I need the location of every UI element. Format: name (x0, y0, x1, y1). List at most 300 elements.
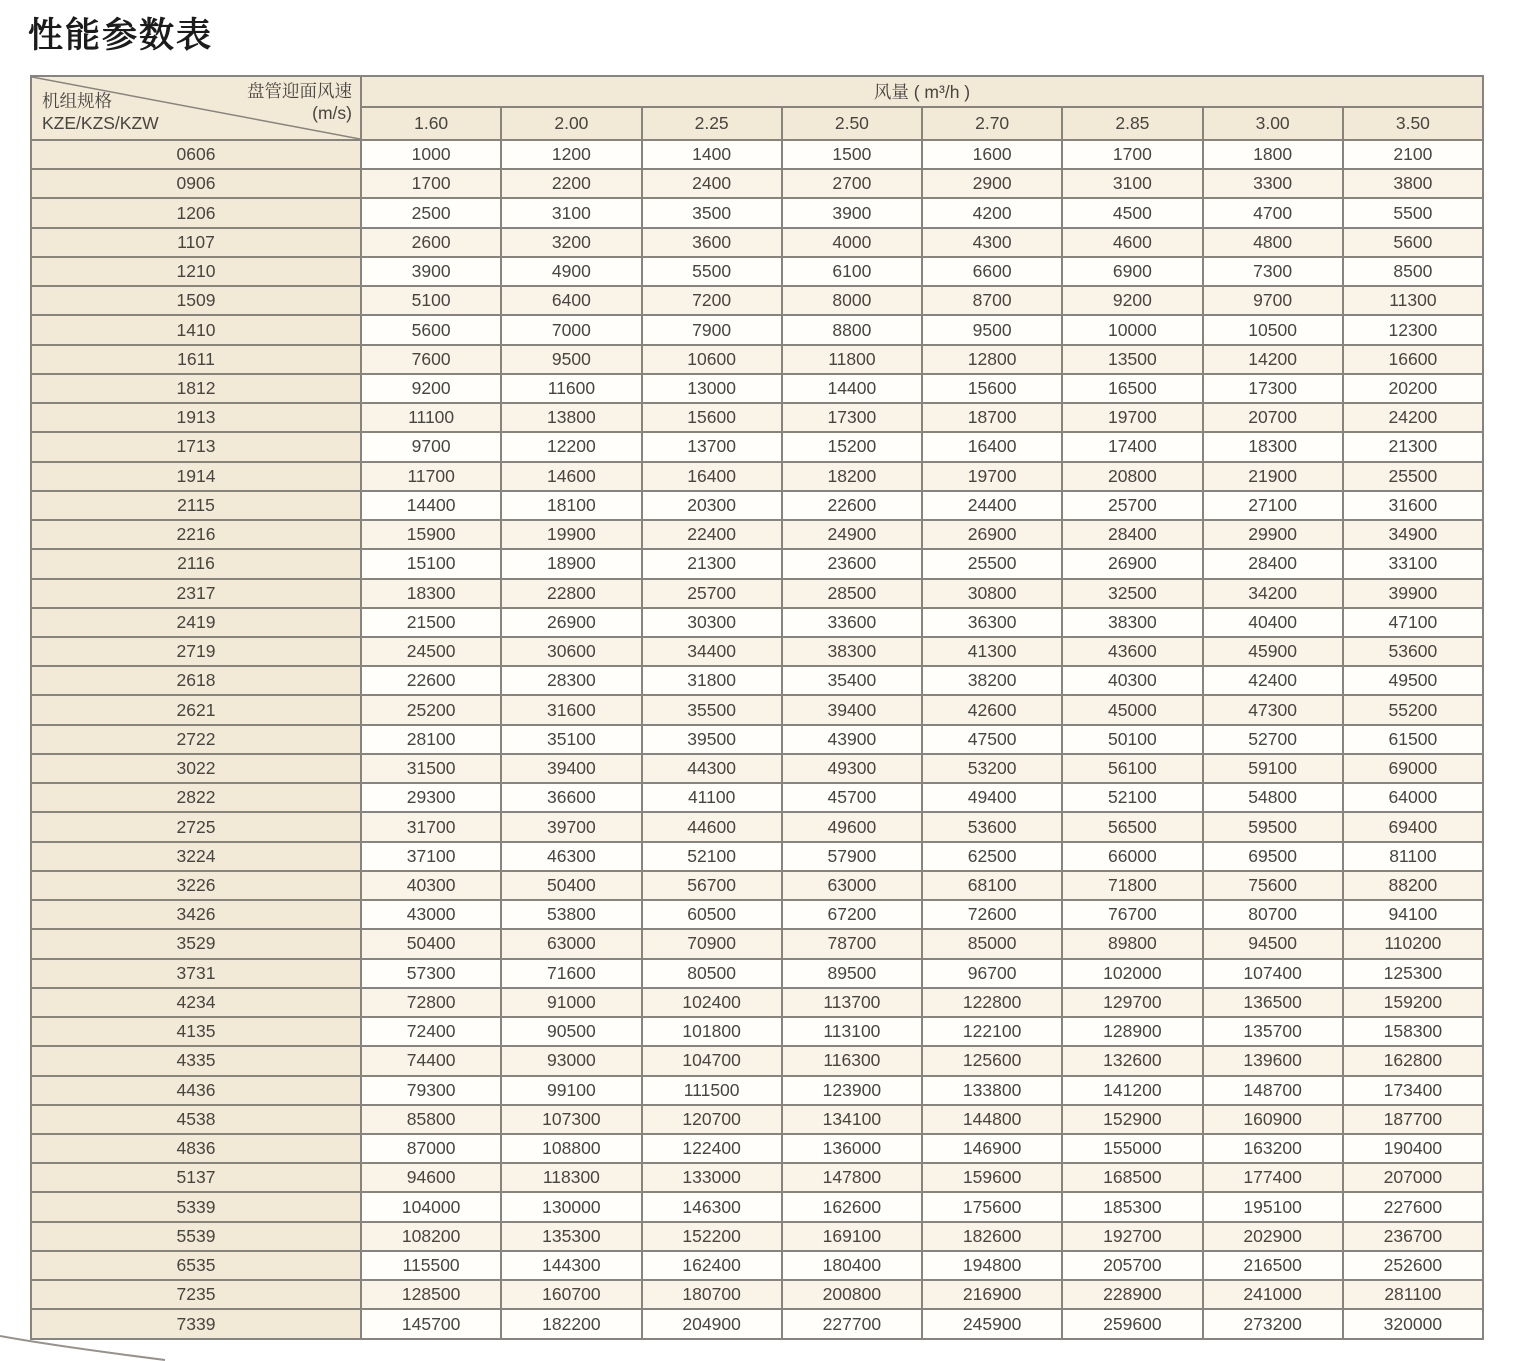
airflow-value-cell: 1700 (1062, 140, 1202, 169)
airflow-value-cell: 5100 (361, 286, 501, 315)
airflow-value-cell: 7300 (1203, 257, 1343, 286)
airflow-value-cell: 10500 (1203, 315, 1343, 344)
airflow-value-cell: 20200 (1343, 374, 1483, 403)
airflow-value-cell: 135700 (1203, 1017, 1343, 1046)
airflow-value-cell: 122400 (642, 1134, 782, 1163)
airflow-value-cell: 39500 (642, 725, 782, 754)
airflow-value-cell: 15600 (642, 403, 782, 432)
corner-header-cell (31, 76, 361, 140)
airflow-value-cell: 228900 (1062, 1280, 1202, 1309)
airflow-value-cell: 1400 (642, 140, 782, 169)
table-row (31, 1280, 1483, 1309)
speed-header-cell: 3.50 (1343, 107, 1483, 140)
airflow-value-cell: 7000 (501, 315, 641, 344)
table-body (31, 140, 1483, 1339)
airflow-value-cell: 134100 (782, 1105, 922, 1134)
table-row (31, 579, 1483, 608)
airflow-value-cell: 11100 (361, 403, 501, 432)
airflow-value-cell: 39400 (782, 695, 922, 724)
airflow-value-cell: 56100 (1062, 754, 1202, 783)
airflow-value-cell: 182600 (922, 1222, 1062, 1251)
airflow-header-row (31, 76, 1483, 107)
speed-header-cell: 2.00 (501, 107, 641, 140)
model-cell: 5137 (31, 1163, 361, 1192)
airflow-value-cell: 9500 (501, 345, 641, 374)
table-row (31, 783, 1483, 812)
airflow-value-cell: 13700 (642, 432, 782, 461)
airflow-value-cell: 32500 (1062, 579, 1202, 608)
airflow-value-cell: 122100 (922, 1017, 1062, 1046)
model-cell: 2621 (31, 695, 361, 724)
airflow-value-cell: 15900 (361, 520, 501, 549)
speed-header-cell: 2.85 (1062, 107, 1202, 140)
airflow-value-cell: 31500 (361, 754, 501, 783)
airflow-value-cell: 41100 (642, 783, 782, 812)
airflow-value-cell: 22600 (782, 491, 922, 520)
airflow-value-cell: 78700 (782, 929, 922, 958)
airflow-value-cell: 132600 (1062, 1046, 1202, 1075)
airflow-value-cell: 9200 (361, 374, 501, 403)
airflow-value-cell: 53800 (501, 900, 641, 929)
airflow-value-cell: 35400 (782, 666, 922, 695)
airflow-value-cell: 7200 (642, 286, 782, 315)
model-cell: 4538 (31, 1105, 361, 1134)
airflow-value-cell: 160900 (1203, 1105, 1343, 1134)
airflow-value-cell: 72600 (922, 900, 1062, 929)
airflow-value-cell: 158300 (1343, 1017, 1483, 1046)
model-cell: 2419 (31, 608, 361, 637)
airflow-value-cell: 62500 (922, 842, 1062, 871)
airflow-value-cell: 144300 (501, 1251, 641, 1280)
airflow-value-cell: 66000 (1062, 842, 1202, 871)
airflow-value-cell: 4900 (501, 257, 641, 286)
airflow-value-cell: 53600 (1343, 637, 1483, 666)
airflow-value-cell: 216900 (922, 1280, 1062, 1309)
airflow-value-cell: 43900 (782, 725, 922, 754)
airflow-value-cell: 49300 (782, 754, 922, 783)
airflow-value-cell: 53600 (922, 812, 1062, 841)
table-row (31, 988, 1483, 1017)
airflow-value-cell: 59100 (1203, 754, 1343, 783)
airflow-value-cell: 52700 (1203, 725, 1343, 754)
airflow-value-cell: 113700 (782, 988, 922, 1017)
airflow-value-cell: 11700 (361, 462, 501, 491)
airflow-value-cell: 38300 (1062, 608, 1202, 637)
airflow-value-cell: 89500 (782, 959, 922, 988)
airflow-value-cell: 104000 (361, 1192, 501, 1221)
airflow-value-cell: 13000 (642, 374, 782, 403)
airflow-value-cell: 125600 (922, 1046, 1062, 1075)
model-cell: 4436 (31, 1076, 361, 1105)
airflow-value-cell: 146900 (922, 1134, 1062, 1163)
airflow-value-cell: 27100 (1203, 491, 1343, 520)
table-row (31, 812, 1483, 841)
model-cell: 1914 (31, 462, 361, 491)
airflow-value-cell: 15100 (361, 549, 501, 578)
airflow-value-cell: 195100 (1203, 1192, 1343, 1221)
airflow-value-cell: 69500 (1203, 842, 1343, 871)
airflow-value-cell: 14400 (361, 491, 501, 520)
table-row (31, 257, 1483, 286)
airflow-value-cell: 163200 (1203, 1134, 1343, 1163)
airflow-value-cell: 173400 (1343, 1076, 1483, 1105)
airflow-value-cell: 90500 (501, 1017, 641, 1046)
airflow-value-cell: 17300 (1203, 374, 1343, 403)
airflow-value-cell: 3100 (501, 198, 641, 227)
table-row (31, 754, 1483, 783)
airflow-value-cell: 22800 (501, 579, 641, 608)
airflow-value-cell: 96700 (922, 959, 1062, 988)
airflow-value-cell: 53200 (922, 754, 1062, 783)
airflow-value-cell: 52100 (1062, 783, 1202, 812)
airflow-value-cell: 89800 (1062, 929, 1202, 958)
model-cell: 7339 (31, 1309, 361, 1339)
airflow-value-cell: 192700 (1062, 1222, 1202, 1251)
airflow-value-cell: 4000 (782, 228, 922, 257)
airflow-value-cell: 139600 (1203, 1046, 1343, 1075)
airflow-value-cell: 162800 (1343, 1046, 1483, 1075)
airflow-value-cell: 14400 (782, 374, 922, 403)
airflow-value-cell: 13800 (501, 403, 641, 432)
table-row (31, 198, 1483, 227)
airflow-value-cell: 116300 (782, 1046, 922, 1075)
airflow-value-cell: 5600 (1343, 228, 1483, 257)
airflow-value-cell: 162600 (782, 1192, 922, 1221)
airflow-value-cell: 28500 (782, 579, 922, 608)
airflow-value-cell: 7900 (642, 315, 782, 344)
airflow-value-cell: 20300 (642, 491, 782, 520)
airflow-value-cell: 20700 (1203, 403, 1343, 432)
airflow-value-cell: 47300 (1203, 695, 1343, 724)
airflow-value-cell: 190400 (1343, 1134, 1483, 1163)
airflow-value-cell: 180400 (782, 1251, 922, 1280)
airflow-value-cell: 19700 (1062, 403, 1202, 432)
airflow-value-cell: 45000 (1062, 695, 1202, 724)
airflow-value-cell: 55200 (1343, 695, 1483, 724)
table-row (31, 929, 1483, 958)
airflow-value-cell: 5500 (642, 257, 782, 286)
airflow-value-cell: 7600 (361, 345, 501, 374)
airflow-value-cell: 107300 (501, 1105, 641, 1134)
airflow-value-cell: 12300 (1343, 315, 1483, 344)
airflow-value-cell: 9700 (1203, 286, 1343, 315)
airflow-value-cell: 110200 (1343, 929, 1483, 958)
table-row (31, 725, 1483, 754)
airflow-value-cell: 94100 (1343, 900, 1483, 929)
airflow-value-cell: 93000 (501, 1046, 641, 1075)
table-row (31, 1309, 1483, 1339)
airflow-value-cell: 38200 (922, 666, 1062, 695)
airflow-value-cell: 4300 (922, 228, 1062, 257)
model-cell: 2725 (31, 812, 361, 841)
table-row (31, 1222, 1483, 1251)
airflow-value-cell: 49400 (922, 783, 1062, 812)
airflow-value-cell: 101800 (642, 1017, 782, 1046)
model-cell: 1410 (31, 315, 361, 344)
model-cell: 1206 (31, 198, 361, 227)
airflow-value-cell: 30800 (922, 579, 1062, 608)
speed-header-cell: 3.00 (1203, 107, 1343, 140)
airflow-value-cell: 160700 (501, 1280, 641, 1309)
airflow-value-cell: 81100 (1343, 842, 1483, 871)
airflow-value-cell: 194800 (922, 1251, 1062, 1280)
airflow-value-cell: 16400 (642, 462, 782, 491)
airflow-value-cell: 50400 (501, 871, 641, 900)
airflow-value-cell: 17300 (782, 403, 922, 432)
airflow-value-cell: 145700 (361, 1309, 501, 1339)
airflow-value-cell: 34900 (1343, 520, 1483, 549)
airflow-value-cell: 74400 (361, 1046, 501, 1075)
airflow-value-cell: 6900 (1062, 257, 1202, 286)
corner-label-coil-velocity: 盘管迎面风速 (m/s) (247, 81, 352, 123)
table-row (31, 345, 1483, 374)
airflow-value-cell: 155000 (1062, 1134, 1202, 1163)
model-cell: 7235 (31, 1280, 361, 1309)
table-row (31, 1105, 1483, 1134)
table-row (31, 1046, 1483, 1075)
speed-header-cell: 2.70 (922, 107, 1062, 140)
airflow-value-cell: 136000 (782, 1134, 922, 1163)
airflow-value-cell: 56700 (642, 871, 782, 900)
airflow-value-cell: 24200 (1343, 403, 1483, 432)
airflow-value-cell: 31600 (1343, 491, 1483, 520)
airflow-value-cell: 43000 (361, 900, 501, 929)
airflow-value-cell: 107400 (1203, 959, 1343, 988)
airflow-value-cell: 80700 (1203, 900, 1343, 929)
airflow-value-cell: 1500 (782, 140, 922, 169)
airflow-value-cell: 54800 (1203, 783, 1343, 812)
airflow-value-cell: 22400 (642, 520, 782, 549)
airflow-value-cell: 34200 (1203, 579, 1343, 608)
airflow-value-cell: 59500 (1203, 812, 1343, 841)
airflow-value-cell: 71800 (1062, 871, 1202, 900)
airflow-value-cell: 21500 (361, 608, 501, 637)
airflow-value-cell: 6100 (782, 257, 922, 286)
airflow-value-cell: 9700 (361, 432, 501, 461)
airflow-value-cell: 63000 (782, 871, 922, 900)
airflow-value-cell: 205700 (1062, 1251, 1202, 1280)
airflow-value-cell: 45700 (782, 783, 922, 812)
airflow-value-cell: 1200 (501, 140, 641, 169)
airflow-value-cell: 3100 (1062, 169, 1202, 198)
airflow-value-cell: 39700 (501, 812, 641, 841)
airflow-value-cell: 9500 (922, 315, 1062, 344)
airflow-value-cell: 57300 (361, 959, 501, 988)
airflow-value-cell: 2200 (501, 169, 641, 198)
airflow-value-cell: 1700 (361, 169, 501, 198)
airflow-value-cell: 152900 (1062, 1105, 1202, 1134)
model-cell: 5539 (31, 1222, 361, 1251)
table-row (31, 549, 1483, 578)
airflow-value-cell: 24900 (782, 520, 922, 549)
model-cell: 3224 (31, 842, 361, 871)
model-cell: 2822 (31, 783, 361, 812)
table-row (31, 169, 1483, 198)
airflow-value-cell: 15200 (782, 432, 922, 461)
airflow-header: 风量 ( m³/h ) (361, 76, 1483, 107)
table-row (31, 140, 1483, 169)
model-cell: 3022 (31, 754, 361, 783)
airflow-value-cell: 204900 (642, 1309, 782, 1339)
airflow-value-cell: 46300 (501, 842, 641, 871)
airflow-value-cell: 6400 (501, 286, 641, 315)
model-cell: 6535 (31, 1251, 361, 1280)
model-cell: 1210 (31, 257, 361, 286)
airflow-value-cell: 16600 (1343, 345, 1483, 374)
airflow-value-cell: 5500 (1343, 198, 1483, 227)
airflow-value-cell: 28400 (1203, 549, 1343, 578)
airflow-value-cell: 129700 (1062, 988, 1202, 1017)
table-row (31, 842, 1483, 871)
airflow-value-cell: 85800 (361, 1105, 501, 1134)
table-row (31, 228, 1483, 257)
table-row (31, 1076, 1483, 1105)
airflow-value-cell: 18300 (1203, 432, 1343, 461)
airflow-value-cell: 24400 (922, 491, 1062, 520)
airflow-value-cell: 3600 (642, 228, 782, 257)
airflow-value-cell: 49500 (1343, 666, 1483, 695)
airflow-value-cell: 102400 (642, 988, 782, 1017)
airflow-value-cell: 216500 (1203, 1251, 1343, 1280)
airflow-value-cell: 44600 (642, 812, 782, 841)
table-row (31, 520, 1483, 549)
airflow-value-cell: 8000 (782, 286, 922, 315)
airflow-value-cell: 76700 (1062, 900, 1202, 929)
airflow-value-cell: 177400 (1203, 1163, 1343, 1192)
airflow-value-cell: 108800 (501, 1134, 641, 1163)
airflow-value-cell: 162400 (642, 1251, 782, 1280)
airflow-value-cell: 2100 (1343, 140, 1483, 169)
airflow-value-cell: 146300 (642, 1192, 782, 1221)
airflow-value-cell: 113100 (782, 1017, 922, 1046)
model-cell: 3529 (31, 929, 361, 958)
airflow-value-cell: 130000 (501, 1192, 641, 1221)
airflow-value-cell: 28300 (501, 666, 641, 695)
airflow-value-cell: 69000 (1343, 754, 1483, 783)
airflow-value-cell: 99100 (501, 1076, 641, 1105)
airflow-value-cell: 168500 (1062, 1163, 1202, 1192)
airflow-value-cell: 57900 (782, 842, 922, 871)
airflow-value-cell: 18700 (922, 403, 1062, 432)
airflow-value-cell: 38300 (782, 637, 922, 666)
airflow-value-cell: 4500 (1062, 198, 1202, 227)
airflow-value-cell: 133800 (922, 1076, 1062, 1105)
airflow-value-cell: 252600 (1343, 1251, 1483, 1280)
airflow-value-cell: 13500 (1062, 345, 1202, 374)
airflow-value-cell: 94500 (1203, 929, 1343, 958)
airflow-value-cell: 120700 (642, 1105, 782, 1134)
airflow-value-cell: 136500 (1203, 988, 1343, 1017)
airflow-value-cell: 44300 (642, 754, 782, 783)
airflow-value-cell: 207000 (1343, 1163, 1483, 1192)
airflow-value-cell: 31600 (501, 695, 641, 724)
model-cell: 1812 (31, 374, 361, 403)
table-row (31, 315, 1483, 344)
table-row (31, 637, 1483, 666)
airflow-value-cell: 141200 (1062, 1076, 1202, 1105)
airflow-value-cell: 22600 (361, 666, 501, 695)
airflow-value-cell: 259600 (1062, 1309, 1202, 1339)
airflow-value-cell: 28100 (361, 725, 501, 754)
airflow-value-cell: 3300 (1203, 169, 1343, 198)
airflow-value-cell: 1600 (922, 140, 1062, 169)
airflow-value-cell: 128900 (1062, 1017, 1202, 1046)
airflow-value-cell: 14600 (501, 462, 641, 491)
airflow-value-cell: 25700 (642, 579, 782, 608)
airflow-value-cell: 24500 (361, 637, 501, 666)
model-cell: 2216 (31, 520, 361, 549)
airflow-value-cell: 25200 (361, 695, 501, 724)
airflow-value-cell: 40300 (361, 871, 501, 900)
airflow-value-cell: 72400 (361, 1017, 501, 1046)
airflow-value-cell: 8500 (1343, 257, 1483, 286)
airflow-value-cell: 25700 (1062, 491, 1202, 520)
airflow-value-cell: 147800 (782, 1163, 922, 1192)
airflow-value-cell: 16400 (922, 432, 1062, 461)
airflow-value-cell: 36300 (922, 608, 1062, 637)
airflow-value-cell: 26900 (501, 608, 641, 637)
table-row (31, 403, 1483, 432)
airflow-value-cell: 144800 (922, 1105, 1062, 1134)
airflow-value-cell: 45900 (1203, 637, 1343, 666)
airflow-value-cell: 108200 (361, 1222, 501, 1251)
airflow-value-cell: 11800 (782, 345, 922, 374)
airflow-value-cell: 64000 (1343, 783, 1483, 812)
airflow-value-cell: 11600 (501, 374, 641, 403)
model-cell: 1713 (31, 432, 361, 461)
airflow-value-cell: 241000 (1203, 1280, 1343, 1309)
airflow-value-cell: 128500 (361, 1280, 501, 1309)
airflow-value-cell: 21900 (1203, 462, 1343, 491)
airflow-value-cell: 3800 (1343, 169, 1483, 198)
airflow-value-cell: 245900 (922, 1309, 1062, 1339)
airflow-value-cell: 4600 (1062, 228, 1202, 257)
table-row (31, 1017, 1483, 1046)
airflow-value-cell: 94600 (361, 1163, 501, 1192)
table-row (31, 1251, 1483, 1280)
airflow-value-cell: 40400 (1203, 608, 1343, 637)
airflow-value-cell: 31700 (361, 812, 501, 841)
airflow-value-cell: 133000 (642, 1163, 782, 1192)
airflow-value-cell: 115500 (361, 1251, 501, 1280)
model-cell: 0906 (31, 169, 361, 198)
airflow-value-cell: 40300 (1062, 666, 1202, 695)
table-row (31, 462, 1483, 491)
airflow-value-cell: 2400 (642, 169, 782, 198)
airflow-value-cell: 31800 (642, 666, 782, 695)
airflow-value-cell: 30600 (501, 637, 641, 666)
airflow-value-cell: 87000 (361, 1134, 501, 1163)
airflow-value-cell: 39900 (1343, 579, 1483, 608)
airflow-value-cell: 4800 (1203, 228, 1343, 257)
airflow-value-cell: 33600 (782, 608, 922, 637)
airflow-value-cell: 281100 (1343, 1280, 1483, 1309)
airflow-value-cell: 50400 (361, 929, 501, 958)
model-cell: 2115 (31, 491, 361, 520)
airflow-value-cell: 8800 (782, 315, 922, 344)
model-cell: 4335 (31, 1046, 361, 1075)
airflow-value-cell: 34400 (642, 637, 782, 666)
airflow-value-cell: 1800 (1203, 140, 1343, 169)
speed-header-cell: 2.25 (642, 107, 782, 140)
model-cell: 2722 (31, 725, 361, 754)
airflow-value-cell: 123900 (782, 1076, 922, 1105)
airflow-value-cell: 26900 (922, 520, 1062, 549)
airflow-value-cell: 5600 (361, 315, 501, 344)
model-cell: 3731 (31, 959, 361, 988)
airflow-value-cell: 18300 (361, 579, 501, 608)
table-row (31, 1192, 1483, 1221)
